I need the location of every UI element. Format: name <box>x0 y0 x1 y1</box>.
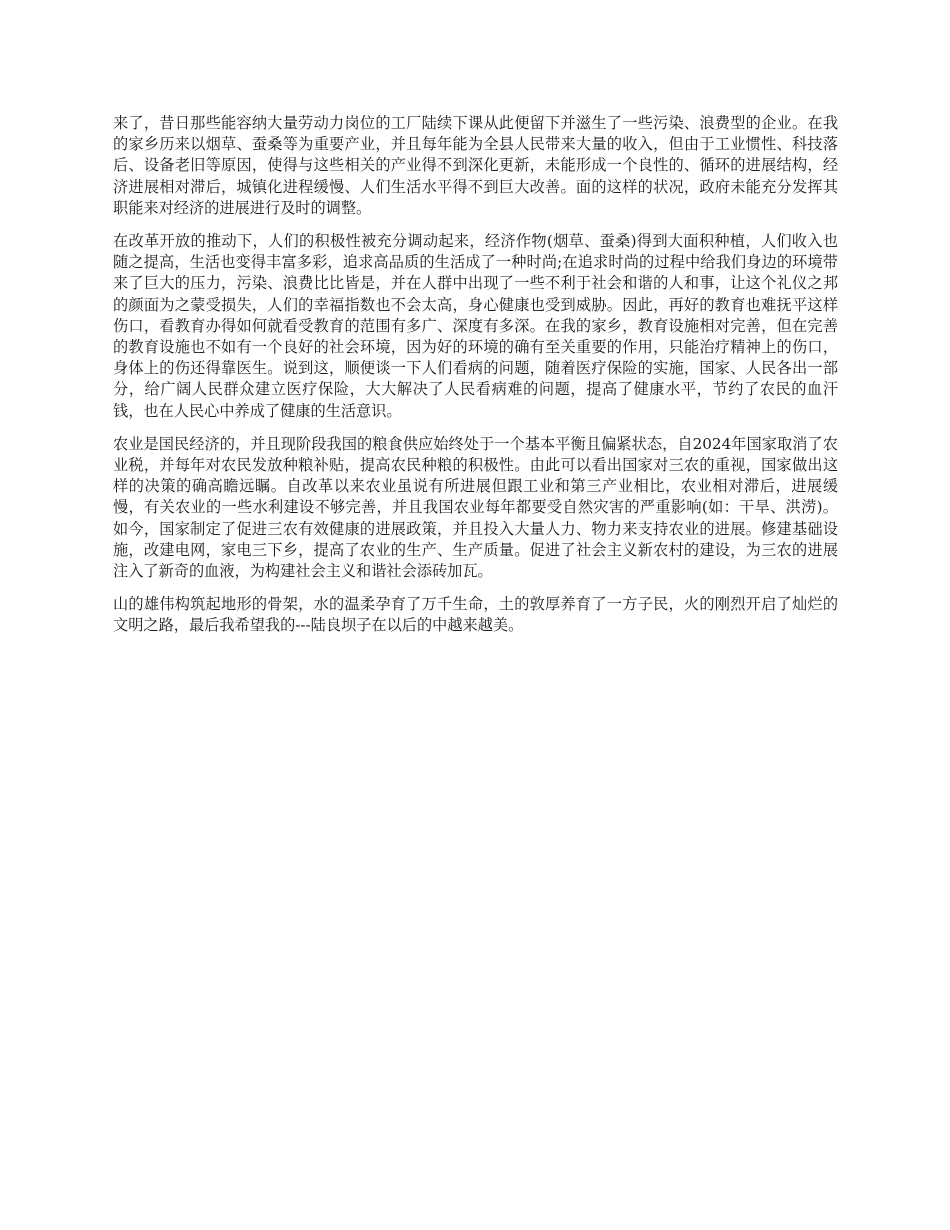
document-page <box>113 113 838 649</box>
paragraph-3: 农业是国民经济的，并且现阶段我国的粮食供应始终处于一个基本平衡且偏紧状态，自2024年国家取消了农业税，并每年对农民发放种粮补贴，提高农民种粮的积极性。由此可以看出国家对三农的重视，国家做出这样的决策的确高瞻远瞩。自改革以来农业虽说有所进展但跟工业和第三产业相比，农业相对滞后，进展缓慢，有关农业的一些水利建设不够完善，并且我国农业每年都要受自然灾害的严重影响(如：干旱、洪涝)。如今，国家制定了促进三农有效健康的进展政策，并且投入大量人力、物力来支持农业的进展。修建基础设施，改建电网，家电三下乡，提高了农业的生产、生产质量。促进了社会主义新农村的建设，为三农的进展注入了新奇的血液，为构建社会主义和谐社会添砖加瓦。 <box>113 434 838 581</box>
paragraph-4: 山的雄伟构筑起地形的骨架，水的温柔孕育了万千生命，土的敦厚养育了一方子民，火的刚烈开启了灿烂的文明之路，最后我希望我的---陆良坝子在以后的中越来越美。 <box>113 595 838 635</box>
paragraph-1: 来了，昔日那些能容纳大量劳动力岗位的工厂陆续下课从此便留下并滋生了一些污染、浪费型的企业。在我的家乡历来以烟草、蚕桑等为重要产业，并且每年能为全县人民带来大量的收入，但由于工业惯性、科技落后、设备老旧等原因，使得与这些相关的产业得不到深化更新，未能形成一个良性的、循环的进展结构，经济进展相对滞后，城镇化进程缓慢、人们生活水平得不到巨大改善。面的这样的状况，政府未能充分发挥其职能来对经济的进展进行及时的调整。 <box>113 114 838 217</box>
paragraph-2: 在改革开放的推动下，人们的积极性被充分调动起来，经济作物(烟草、蚕桑)得到大面积种植，人们收入也随之提高，生活也变得丰富多彩，追求高品质的生活成了一种时尚;在追求时尚的过程中给我们身边的环境带来了巨大的压力，污染、浪费比比皆是，并在人群中出现了一些不利于社会和谐的人和事，让这个礼仪之邦的颜面为之蒙受损失，人们的幸福指数也不会太高，身心健康也受到威胁。因此，再好的教育也难抚平这样伤口，看教育办得如何就看受教育的范围有多广、深度有多深。在我的家乡，教育设施相对完善，但在完善的教育设施也不如有一个良好的社会环境，因为好的环境的确有至关重要的作用，只能治疗精神上的伤口，身体上的伤还得靠医生。说到这，顺便谈一下人们看病的问题，随着医疗保险的实施，国家、人民各出一部分，给广阔人民群众建立医疗保险，大大解决了人民看病难的问题，提高了健康水平，节约了农民的血汗钱，也在人民心中养成了健康的生活意识。 <box>113 232 838 420</box>
